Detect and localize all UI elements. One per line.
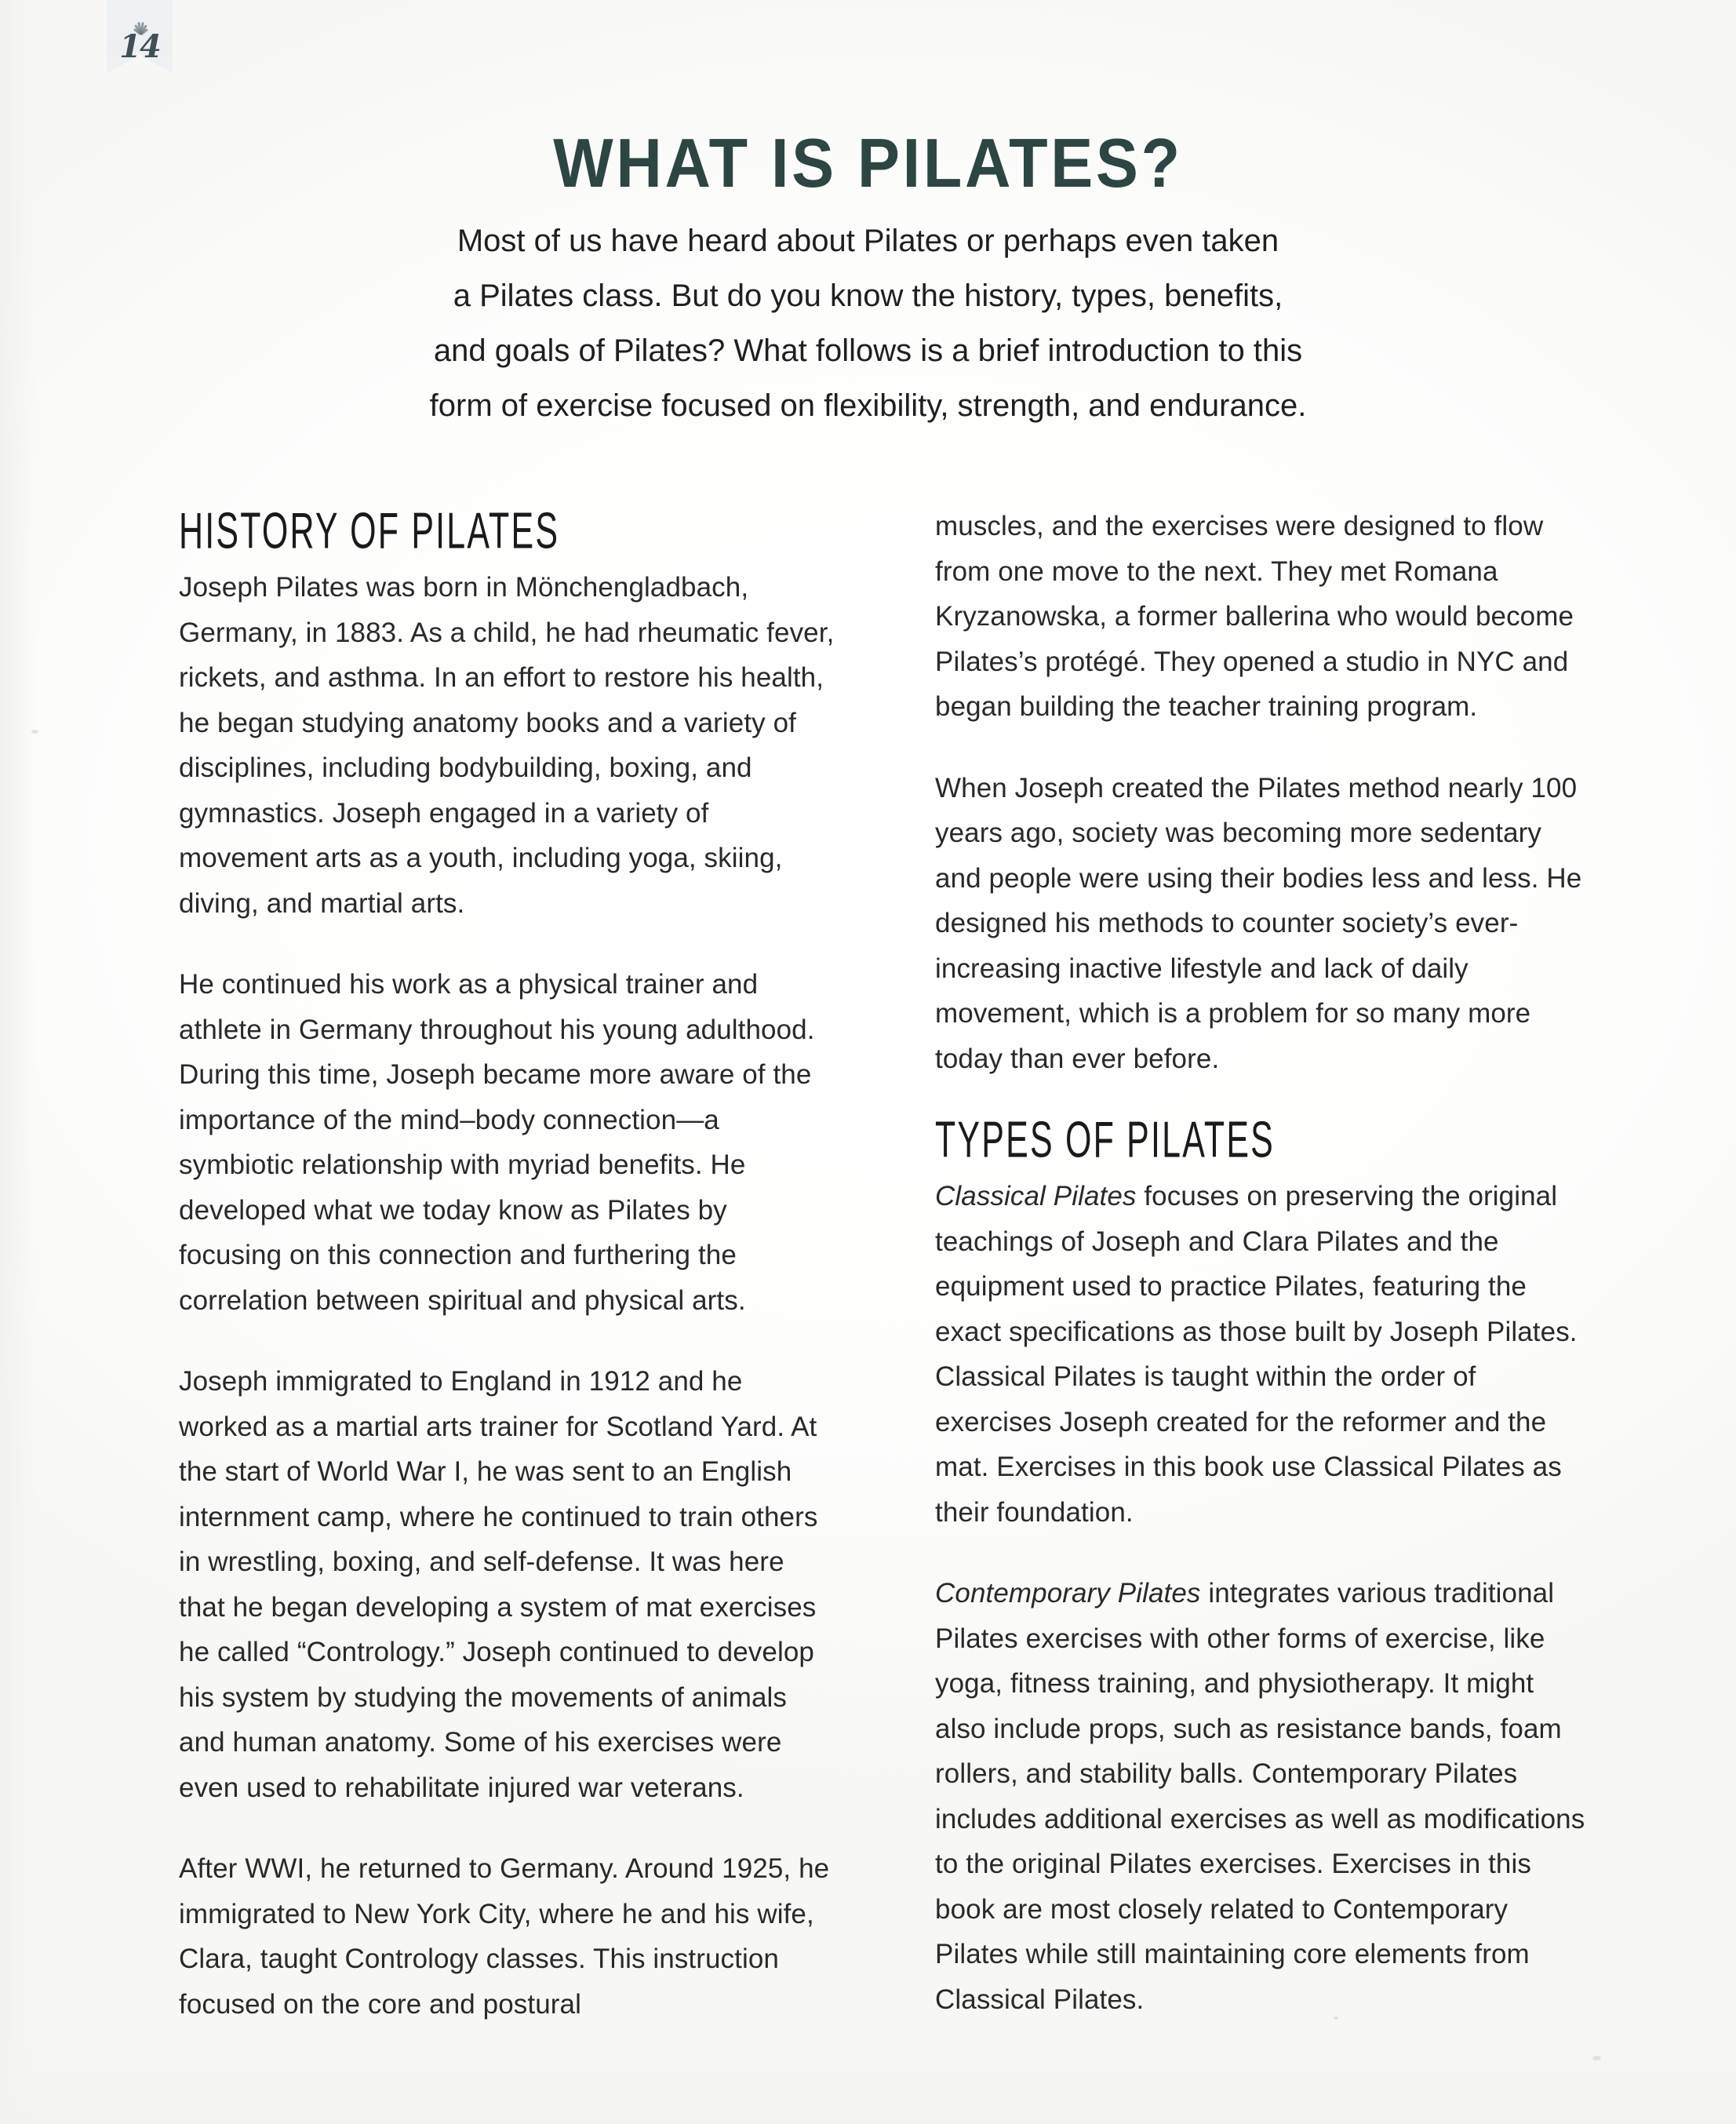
scan-speck xyxy=(1592,2056,1601,2060)
term-contemporary-pilates: Contemporary Pilates xyxy=(935,1578,1201,1608)
intro-line-4: form of exercise focused on flexibility, strength, and endurance. xyxy=(429,388,1307,423)
intro-line-3: and goals of Pilates? What follows is a brief introduction to this xyxy=(433,333,1303,368)
paragraph-contemporary xyxy=(935,1571,1591,2022)
intro-line-2: a Pilates class. But do you know the history, types, benefits, xyxy=(453,279,1283,313)
paragraph: After WWI, he returned to Germany. Around 1925, he immigrated to New York City, where he and his wife, Clara, taught Contrology classes. This instruction focused on the core and postural xyxy=(179,1853,830,2020)
body-columns xyxy=(179,502,1591,2027)
contemporary-text: integrates various traditional Pilates exercises with other forms of exercise, like yoga, fitness training, and physiotherapy. It might also include props, such as resistance bands, foam rollers, and stability balls. Contemporary Pilates includes additional exercises as well as modifications to the original Pilates exercises. Exercises in this book are most closely related to Contemporary Pilates while still maintaining core elements from Classical Pilates. xyxy=(935,1578,1585,2015)
paragraph-classical xyxy=(935,1174,1591,1535)
intro-paragraph xyxy=(311,213,1425,433)
section-heading-types: TYPES OF PILATES xyxy=(935,1111,1276,1168)
paragraph: He continued his work as a physical trainer and athlete in Germany throughout his young adulthood. During this time, Joseph became more aware of the importance of the mind–body connection—a symbiotic relationship with myriad benefits. He developed what we today know as Pilates by focusing on this connection and furthering the correlation between spiritual and physical arts. xyxy=(179,969,815,1316)
paragraph: When Joseph created the Pilates method nearly 100 years ago, society was becoming more sedentary and people were using their bodies less and less. He designed his methods to counter society’s ever-increasing inactive lifestyle and lack of daily movement, which is a problem for so many more today than ever before. xyxy=(935,772,1582,1074)
paragraph: Joseph immigrated to England in 1912 and he worked as a martial arts trainer for Scotland Yard. At the start of World War I, he was sent to an English internment camp, where he continued to train others in wrestling, boxing, and self-defense. It was here that he began developing a system of mat exercises he called “Contrology.” Joseph continued to develop his system by studying the movements of animals and human anatomy. Some of his exercises were even used to rehabilitate injured war veterans. xyxy=(179,1366,818,1803)
right-column xyxy=(935,508,1591,2027)
paragraph: Joseph Pilates was born in Mönchengladbach, Germany, in 1883. As a child, he had rheumatic fever, rickets, and asthma. In an effort to restore his health, he began studying anatomy books and a variety of disciplines, including bodybuilding, boxing, and gymnastics. Joseph engaged in a variety of movement arts as a youth, including yoga, skiing, diving, and martial arts. xyxy=(179,572,835,919)
page-title: WHAT IS PILATES? xyxy=(553,123,1183,202)
left-column xyxy=(179,502,835,2027)
intro-line-1: Most of us have heard about Pilates or perhaps even taken xyxy=(457,224,1279,258)
section-heading-history: HISTORY OF PILATES xyxy=(179,502,560,559)
term-classical-pilates: Classical Pilates xyxy=(935,1181,1137,1211)
paragraph-continuation: muscles, and the exercises were designed to flow from one move to the next. They met Romana Kryzanowska, a former ballerina who would become Pilates’s protégé. They opened a studio in NYC and began building the teacher training program. xyxy=(935,511,1574,722)
scan-speck xyxy=(31,730,38,734)
classical-text: focuses on preserving the original teachings of Joseph and Clara Pilates and the equipment used to practice Pilates, featuring the exact specifications as those built by Joseph Pilates. Classical Pilates is taught within the order of exercises Joseph created for the reformer and the mat. Exercises in this book use Classical Pilates as their foundation. xyxy=(935,1181,1578,1528)
page-number: 14 xyxy=(119,28,160,65)
